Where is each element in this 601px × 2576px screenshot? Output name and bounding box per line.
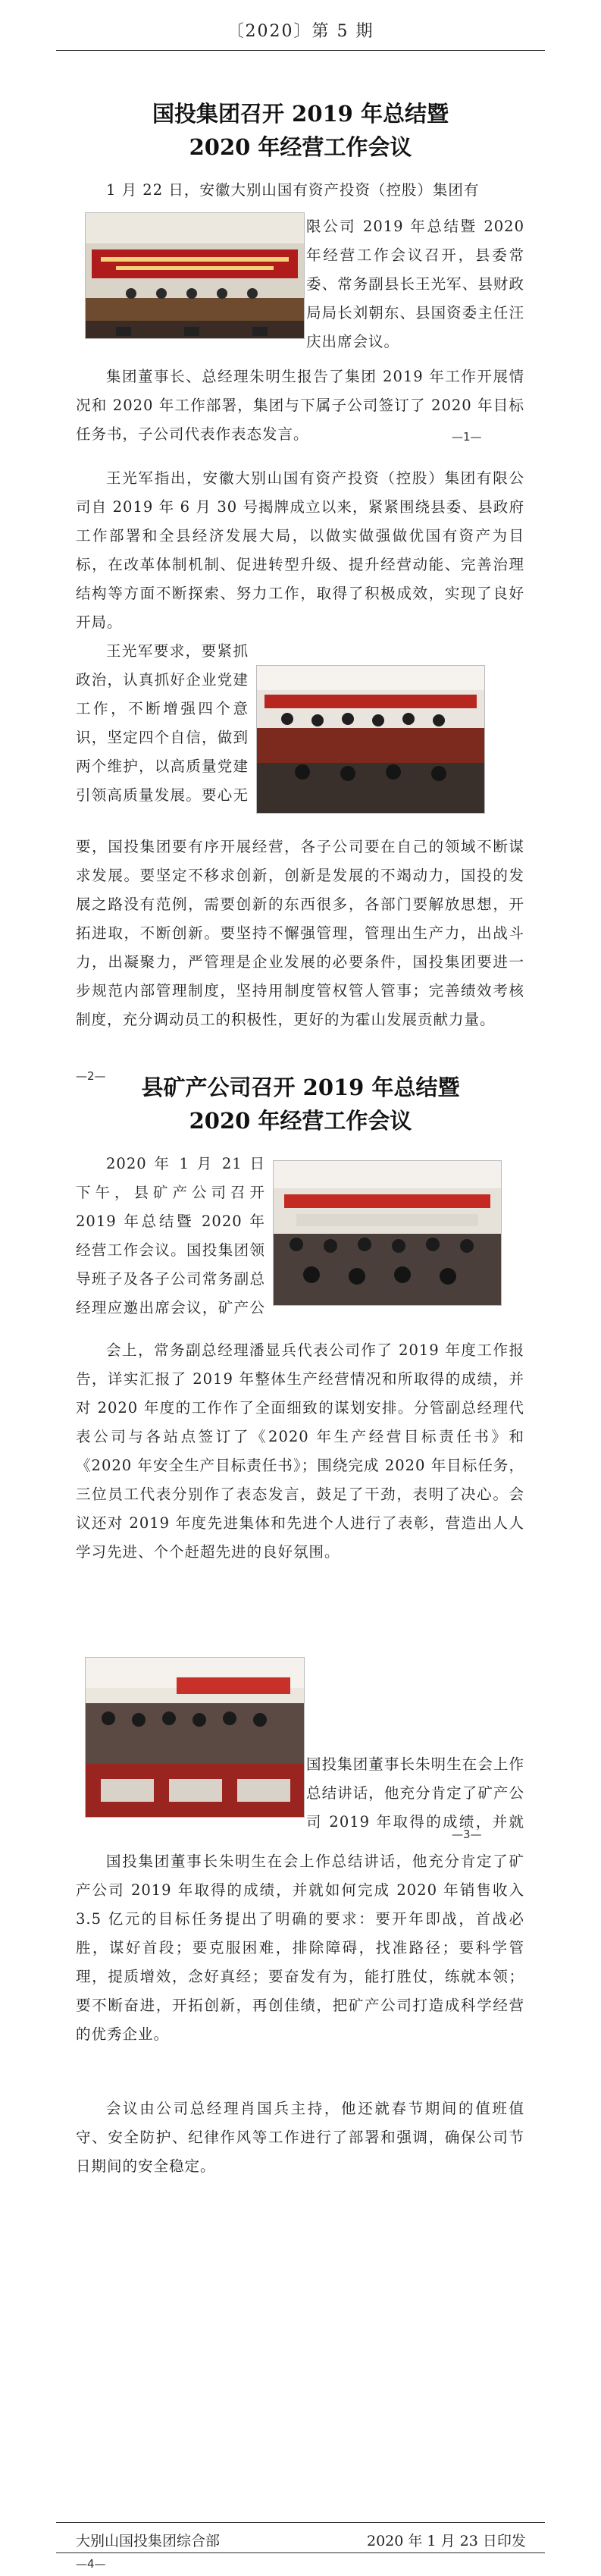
- article-2-para-3b: 国投集团董事长朱明生在会上作总结讲话，他充分肯定了矿产公司 2019 年取得的成绩，并就如何完成 2020 年销售收入 3.5 亿元的目标任务提出了明确的要求：要开年即战，首战必胜，谋好首段；要克服困难，排除障碍，找准路径；要科学管理，提质增效，念好真经；要奋发有为，能打胜仗，练就本领；要不断奋进，开拓创新，再创佳绩，把矿产公司打造成科学经营的优秀企业。: [76, 1853, 524, 2043]
- article-2-title-line-2: 2020 年经营工作会议: [189, 1108, 412, 1134]
- page-mark-4: —4—: [76, 2557, 106, 2571]
- meeting-photo-3: [273, 1160, 502, 1306]
- meeting-photo-1: [85, 212, 305, 339]
- page-mark-2: —2—: [76, 1069, 106, 1083]
- article-1-para-3: 王光军指出，安徽大别山国有资产投资（控股）集团有限公司自 2019 年 6 月 30 号揭牌成立以来，紧紧围绕县委、县政府工作部署和全县经济发展大局，以做实做强做优国有资产为目标，在改革体制机制、促进转型升级、提升经营动能、完善治理结构等方面不断探索、努力工作，取得了积极成效，实现了良好开局。: [76, 469, 524, 631]
- article-1-para-1b: 限公司 2019 年总结暨 2020 年经营工作会议召开，县委常委、常务副县长王光军、县财政局局长刘朝东、县国资委主任汪庆出席会议。: [306, 218, 524, 350]
- article-2-title: [56, 1071, 545, 1137]
- footer-print-date: 2020 年 1 月 23 日印发: [367, 2533, 526, 2549]
- article-1-para-2: 集团董事长、总经理朱明生报告了集团 2019 年工作开展情况和 2020 年工作部署，集团与下属子公司签订了 2020 年目标任务书，子公司代表作表态发言。: [76, 368, 524, 443]
- footer-rule-top: [56, 2522, 545, 2523]
- header-rule: [56, 50, 545, 51]
- issue-number: 〔2020〕第 5 期: [227, 22, 374, 41]
- article-2-para-4: 会议由公司总经理肖国兵主持，他还就春节期间的值班值守、安全防护、纪律作风等工作进行了部署和强调，确保公司节日期间的安全稳定。: [76, 2100, 524, 2175]
- article-2-para-2: 会上，常务副总经理潘显兵代表公司作了 2019 年度工作报告，详实汇报了 2019 年整体生产经营情况和所取得的成绩，并对 2020 年度的工作作了全面细致的谋划安排。分管副总经理代表公司与各站点签订了《2020 年生产经营目标责任书》和《2020 年安全生产目标责任书》；围绕完成 2020 年目标任务，三位员工代表分别作了表态发言，鼓足了干劲，表明了决心。会议还对 2019 年度先进集体和先进个人进行了表彰，营造出人人学习先进、个个赶超先进的良好氛围。: [76, 1341, 524, 1561]
- article-1-para-4b: 要，国投集团要有序开展经营，各子公司要在自己的领域不断谋求发展。要坚定不移求创新，创新是发展的不竭动力，国投的发展之路没有范例，需要创新的东西很多，各部门要解放思想，开拓进取，不断创新。要坚持不懈强管理，管理出生产力，出战斗力，出凝聚力，严管理是企业发展的必要条件，国投集团要进一步规范内部管理制度，坚持用制度管权管人管事；完善绩效考核制度，充分调动员工的积极性，更好的为霍山发展贡献力量。: [76, 838, 524, 1028]
- meeting-photo-4: [85, 1657, 305, 1818]
- footer-rule-bottom: [56, 2552, 545, 2553]
- article-1-para-1a: 1 月 22 日，安徽大别山国有资产投资（控股）集团有: [106, 181, 480, 199]
- page-mark-3: —3—: [452, 1828, 482, 1841]
- meeting-photo-2: [256, 665, 485, 814]
- article-1-title-line-2: 2020 年经营工作会议: [189, 134, 412, 160]
- article-2-title-line-1: 县矿产公司召开 2019 年总结暨: [141, 1075, 460, 1100]
- article-1-title-line-1: 国投集团召开 2019 年总结暨: [152, 101, 449, 127]
- article-1-para-4a: 王光军要求，要紧抓政治，认真抓好企业党建工作，不断增强四个意识，坚定四个自信，做到两个维护，以高质量党建引领高质量发展。要心无: [76, 642, 249, 804]
- footer-department: 大别山国投集团综合部: [76, 2533, 221, 2549]
- page-mark-1: —1—: [452, 430, 482, 444]
- article-1-title: [56, 97, 545, 164]
- article-2-para-1: 2020 年 1 月 21 日下午，县矿产公司召开 2019 年总结暨 2020 年经营工作会议。国投集团领导班子及各子公司常务副总经理应邀出席会议，矿产公: [76, 1155, 265, 1316]
- article-2-para-3a: 国投集团董事长朱明生在会上作总结讲话，他充分肯定了矿产公司 2019 年取得的成绩，并就: [306, 1756, 524, 1831]
